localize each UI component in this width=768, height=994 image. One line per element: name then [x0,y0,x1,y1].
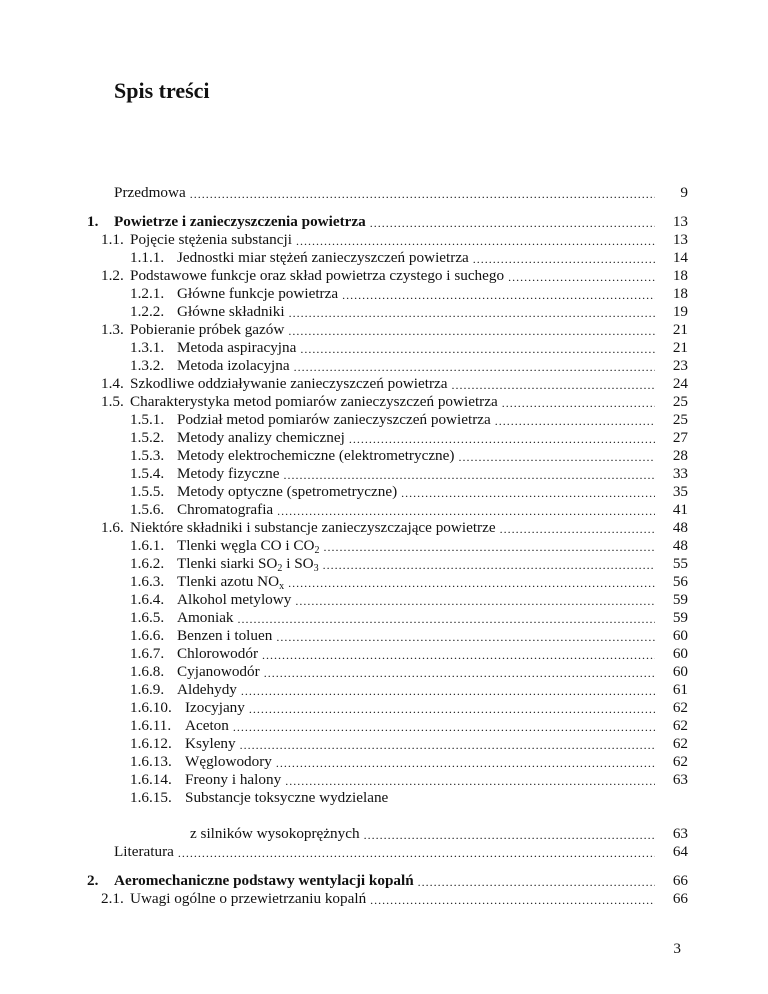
toc-entry-title: Aceton [185,717,229,734]
toc-entry-title: Metody analizy chemicznej [177,429,345,446]
toc-entry-title: Niektóre składniki i substancje zanieczyszczające powietrze [130,519,496,536]
toc-entry-number: 1.5.1. [130,411,165,428]
toc-entry [130,609,688,627]
toc-entry-title: Literatura [114,843,174,860]
toc-entry-page: 14 [672,249,688,266]
toc-entry-number: 2.1. [101,890,124,907]
toc-entry-title: Szkodliwe oddziaływanie zanieczyszczeń powietrza [130,375,448,392]
toc-entry-number: 1. [87,213,99,230]
toc-entry-number: 1.5.3. [130,447,165,464]
toc-entry-title: Główne funkcje powietrza [177,285,339,302]
toc-entry-page: 66 [672,872,688,889]
toc-entry [130,429,688,447]
toc-entry-number: 1.2.2. [130,303,165,320]
toc-entry [130,735,688,753]
dot-leader [500,521,655,537]
toc-entry [130,555,688,573]
toc-entry-page: 62 [672,753,688,770]
toc-entry-number: 1.5. [101,393,124,410]
toc-entry [130,699,688,717]
toc-entry-page: 59 [672,591,688,608]
toc-entry-title: Pobieranie próbek gazów [130,321,285,338]
dot-leader [240,737,655,753]
toc-entry-number: 1.1. [101,231,124,248]
toc-entry-title: Chromatografia [177,501,274,518]
page-number: 3 [673,940,681,957]
toc-entry-page: 35 [672,483,688,500]
toc-entry [130,483,688,501]
dot-leader [508,269,655,285]
toc-entry-page: 25 [672,411,688,428]
toc-entry [114,843,688,861]
toc-entry-number: 1.6.12. [130,735,172,752]
toc-entry-title: Główne składniki [177,303,285,320]
toc-entry-number: 1.6.14. [130,771,172,788]
toc-entry [130,717,688,735]
toc-entry-title: Tlenki siarki $SO_2$ i $SO_3$ [177,555,319,574]
toc-entry [130,339,688,357]
toc-entry-page: 59 [672,609,688,626]
dot-leader [342,287,655,303]
toc-entry-page: 62 [672,717,688,734]
toc-entry-number: 1.5.5. [130,483,165,500]
dot-leader [276,755,655,771]
dot-leader [295,593,655,609]
toc-entry-number: 1.6. [101,519,124,536]
toc-entry-title: Chlorowodór [177,645,258,662]
toc-entry-title: Powietrze i zanieczyszczenia powietrza [114,213,366,230]
toc-entry-page: 56 [672,573,688,590]
toc-entry-number: 1.6.6. [130,627,165,644]
toc-entry [130,357,688,375]
dot-leader [233,719,655,735]
dot-leader [401,485,655,501]
toc-entry-title: Przedmowa [114,184,186,201]
toc-entry-number: 1.6.10. [130,699,172,716]
toc-entry-page: 9 [680,184,688,201]
toc-entry-page: 28 [672,447,688,464]
dot-leader [296,233,655,249]
toc-entry-title: Tlenki azotu $NO_x$ [177,573,285,592]
toc-entry-number: 1.6.3. [130,573,165,590]
toc-entry-page: 24 [672,375,688,392]
dot-leader [324,539,655,555]
dot-leader [276,629,655,645]
toc-entry-title: Pojęcie stężenia substancji [130,231,292,248]
toc-entry-title: Podstawowe funkcje oraz skład powietrza czystego i suchego [130,267,505,284]
dot-leader [283,467,655,483]
toc-entry [130,285,688,303]
toc-entry [114,184,688,202]
toc-entry-number: 2. [87,872,99,889]
toc-entry-number: 1.6.11. [130,717,172,734]
toc-entry-number: 1.3. [101,321,124,338]
dot-leader [289,305,655,321]
toc-entry-number: 1.5.2. [130,429,165,446]
toc-entry-title: Substancje toksyczne wydzielane [185,789,389,806]
dot-leader [349,431,655,447]
dot-leader [300,341,655,357]
toc-entry [130,591,688,609]
toc-entry-page: 48 [672,519,688,536]
toc-entry-number: 1.6.4. [130,591,165,608]
toc-entry-title: Izocyjany [185,699,245,716]
toc-entry-number: 1.3.2. [130,357,165,374]
toc-entry [87,213,688,231]
toc-entry [101,267,688,285]
toc-entry-page: 62 [672,735,688,752]
toc-entry-number: 1.6.7. [130,645,165,662]
toc-entry-number: 1.2.1. [130,285,165,302]
toc-entry-title: Metoda aspiracyjna [177,339,297,356]
toc-entry-number: 1.6.9. [130,681,165,698]
toc-entry-number: 1.5.6. [130,501,165,518]
toc-entry [101,231,688,249]
toc-entry-title: Węglowodory [185,753,272,770]
toc-entry [101,890,688,908]
dot-leader [190,186,655,202]
toc-entry-title: Metody elektrochemiczne (elektrometryczne) [177,447,455,464]
toc-entry-page: 61 [672,681,688,698]
dot-leader [370,215,655,231]
toc-entry [101,519,688,537]
dot-leader [418,874,655,890]
toc-entry-title: Metody fizyczne [177,465,280,482]
toc-entry [130,303,688,321]
toc-entry-page: 60 [672,645,688,662]
dot-leader [238,611,655,627]
toc-entry-page: 13 [672,231,688,248]
toc-entry-title: Metody optyczne (spetrometryczne) [177,483,398,500]
dot-leader [495,413,655,429]
toc-entry-page: 66 [672,890,688,907]
toc-entry [130,411,688,429]
toc-entry [101,375,688,393]
toc-entry-page: 18 [672,267,688,284]
toc-entry-title: Ksyleny [185,735,236,752]
toc-entry-page: 64 [672,843,688,860]
dot-leader [452,377,655,393]
toc-entry [130,465,688,483]
toc-entry-number: 1.6.5. [130,609,165,626]
toc-entry [130,501,688,519]
toc-entry-number: 1.6.1. [130,537,165,554]
dot-leader [288,575,655,591]
toc-entry [130,663,688,681]
toc-entry-title: Cyjanowodór [177,663,260,680]
toc-entry [87,872,688,890]
toc-entry [190,825,688,843]
dot-leader [370,892,655,908]
toc-entry-title: Charakterystyka metod pomiarów zanieczyszczeń powietrza [130,393,498,410]
toc-entry-number: 1.1.1. [130,249,165,266]
toc-entry-title: Aeromechaniczne podstawy wentylacji kopalń [114,872,414,889]
toc-entry-page: 63 [672,771,688,788]
toc-entry [101,393,688,411]
toc-entry-title: Aldehydy [177,681,237,698]
toc-entry-page: 18 [672,285,688,302]
toc-entry-title: Podział metod pomiarów zanieczyszczeń powietrza [177,411,491,428]
toc-entry-number: 1.5.4. [130,465,165,482]
toc-entry-page: 48 [672,537,688,554]
toc-entry-title: Uwagi ogólne o przewietrzaniu kopalń [130,890,367,907]
toc-entry-page: 13 [672,213,688,230]
toc-entry [130,627,688,645]
dot-leader [249,701,655,717]
toc-entry-title: Metoda izolacyjna [177,357,290,374]
toc-entry-number: 1.6.8. [130,663,165,680]
toc-entry [130,447,688,465]
dot-leader [277,503,655,519]
toc-entry-title: Jednostki miar stężeń zanieczyszczeń powietrza [177,249,469,266]
toc-entry-page: 63 [672,825,688,842]
toc-entry-page: 27 [672,429,688,446]
dot-leader [264,665,655,681]
toc-entry-title: Alkohol metylowy [177,591,292,608]
toc-entry-title: z silników wysokoprężnych [190,825,360,842]
toc-entry-number: 1.6.15. [130,789,172,806]
dot-leader [285,773,655,789]
toc-entry-page: 60 [672,663,688,680]
dot-leader [262,647,655,663]
dot-leader [502,395,655,411]
toc-entry-number: 1.2. [101,267,124,284]
toc-entry-number: 1.4. [101,375,124,392]
dot-leader [364,827,655,843]
toc-entry-page: 62 [672,699,688,716]
toc-entry [130,249,688,267]
dot-leader [473,251,655,267]
dot-leader [294,359,655,375]
toc-entry-page: 33 [672,465,688,482]
dot-leader [458,449,655,465]
toc-entry-page: 55 [672,555,688,572]
toc-entry-title: Freony i halony [185,771,282,788]
toc-entry [130,771,688,789]
dot-leader [288,323,655,339]
toc-entry [130,789,688,807]
toc-entry-title: Benzen i toluen [177,627,273,644]
page-title: Spis treści [114,78,210,103]
toc-entry-page: 21 [672,339,688,356]
toc-entry-page: 21 [672,321,688,338]
toc-entry-page: 23 [672,357,688,374]
dot-leader [323,557,655,573]
toc-entry-number: 1.3.1. [130,339,165,356]
toc-entry-title: Tlenki węgla CO i $CO_2$ [177,537,320,556]
toc-entry-page: 19 [672,303,688,320]
toc-entry-page: 25 [672,393,688,410]
toc-entry-page: 41 [672,501,688,518]
toc-entry [130,537,688,555]
toc-entry [130,645,688,663]
toc-entry-number: 1.6.2. [130,555,165,572]
toc-entry-page: 60 [672,627,688,644]
toc-entry [130,681,688,699]
toc-entry [130,753,688,771]
toc-entry-number: 1.6.13. [130,753,172,770]
dot-leader [241,683,655,699]
toc-entry-title: Amoniak [177,609,234,626]
dot-leader [178,845,655,861]
toc-entry [130,573,688,591]
toc-entry [101,321,688,339]
